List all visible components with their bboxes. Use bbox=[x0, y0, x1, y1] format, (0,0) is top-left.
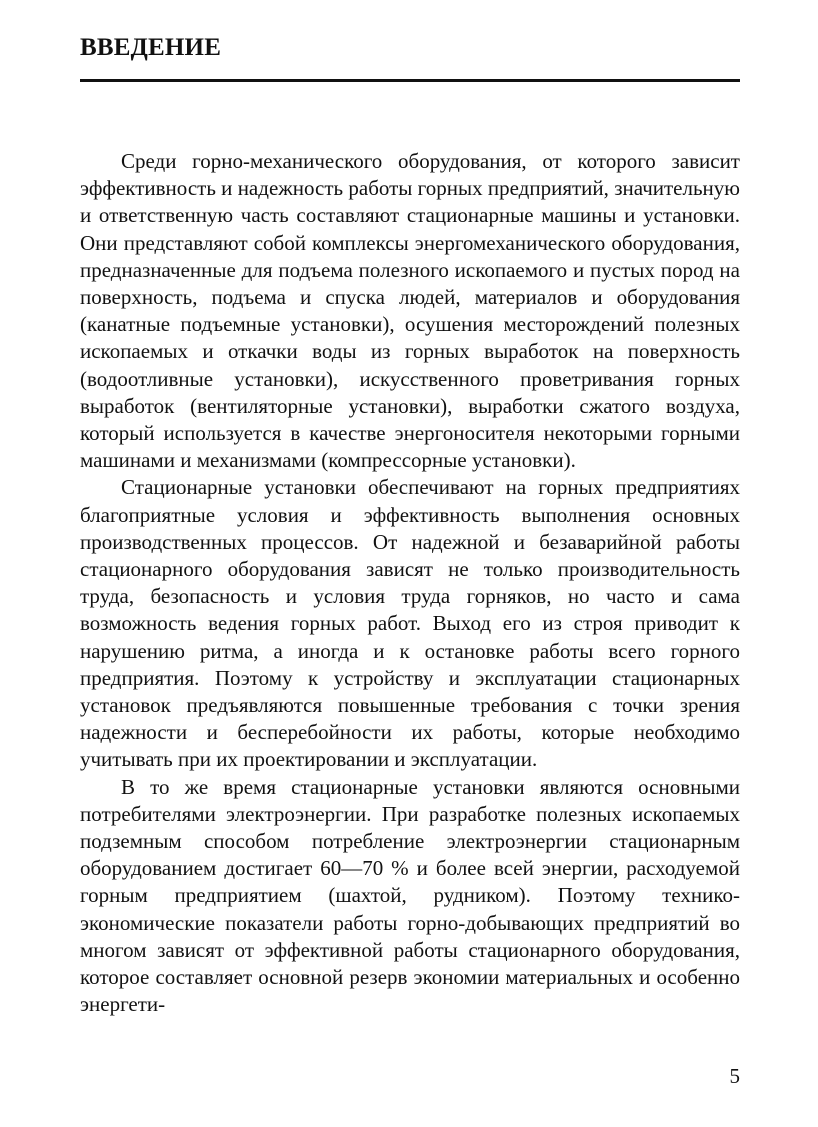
page-number: 5 bbox=[729, 1064, 740, 1088]
paragraph: Стационарные установки обеспечивают на горных предприятиях благоприятные условия и эффективность выполнения основных производственных процессов. От надежной и безаварийной работы стационарного оборудования зависят не только производительность труда, безопасность и условия труда горняков, но часто и сама возможность ведения горных работ. Выход его из строя приводит к нарушению ритма, а иногда и к остановке работы всего горного предприятия. Поэтому к устройству и эксплуатации стационарных установок предъявляются повышенные требования с точки зрения надежности и бесперебойности их работы, которые необходимо учитывать при их проектировании и эксплуатации. bbox=[80, 475, 740, 772]
heading-rule bbox=[80, 79, 740, 82]
paragraph: Среди горно-механического оборудования, от которого зависит эффективность и надежность работы горных предприятий, значительную и ответственную часть составляют стационарные машины и установки. Они представляют собой комплексы энергомеханического оборудования, предназначенные для подъема полезного ископаемого и пустых пород на поверхность, подъема и спуска людей, материалов и оборудования (канатные подъемные установки), осушения месторождений полезных ископаемых и откачки воды из горных выработок на поверхность (водоотливные установки), искусственного проветривания горных выработок (вентиляторные установки), выработки сжатого воздуха, который используется в качестве энергоносителя некоторыми горными машинами и механизмами (компрессорные установки). bbox=[80, 149, 740, 473]
body-text bbox=[80, 148, 740, 1019]
paragraph: В то же время стационарные установки являются основными потребителями электроэнергии. При разработке полезных ископаемых подземным способом потребление электроэнергии стационарным оборудованием достигает 60—70 % и более всей энергии, расходуемой горным предприятием (шахтой, рудником). Поэтому технико-экономические показатели работы горно-добывающих предприятий во многом зависят от эффективной работы стационарного оборудования, которое составляет основной резерв экономии материальных и особенно энергети- bbox=[80, 774, 740, 1017]
chapter-heading: ВВЕДЕНИЕ bbox=[80, 34, 222, 61]
